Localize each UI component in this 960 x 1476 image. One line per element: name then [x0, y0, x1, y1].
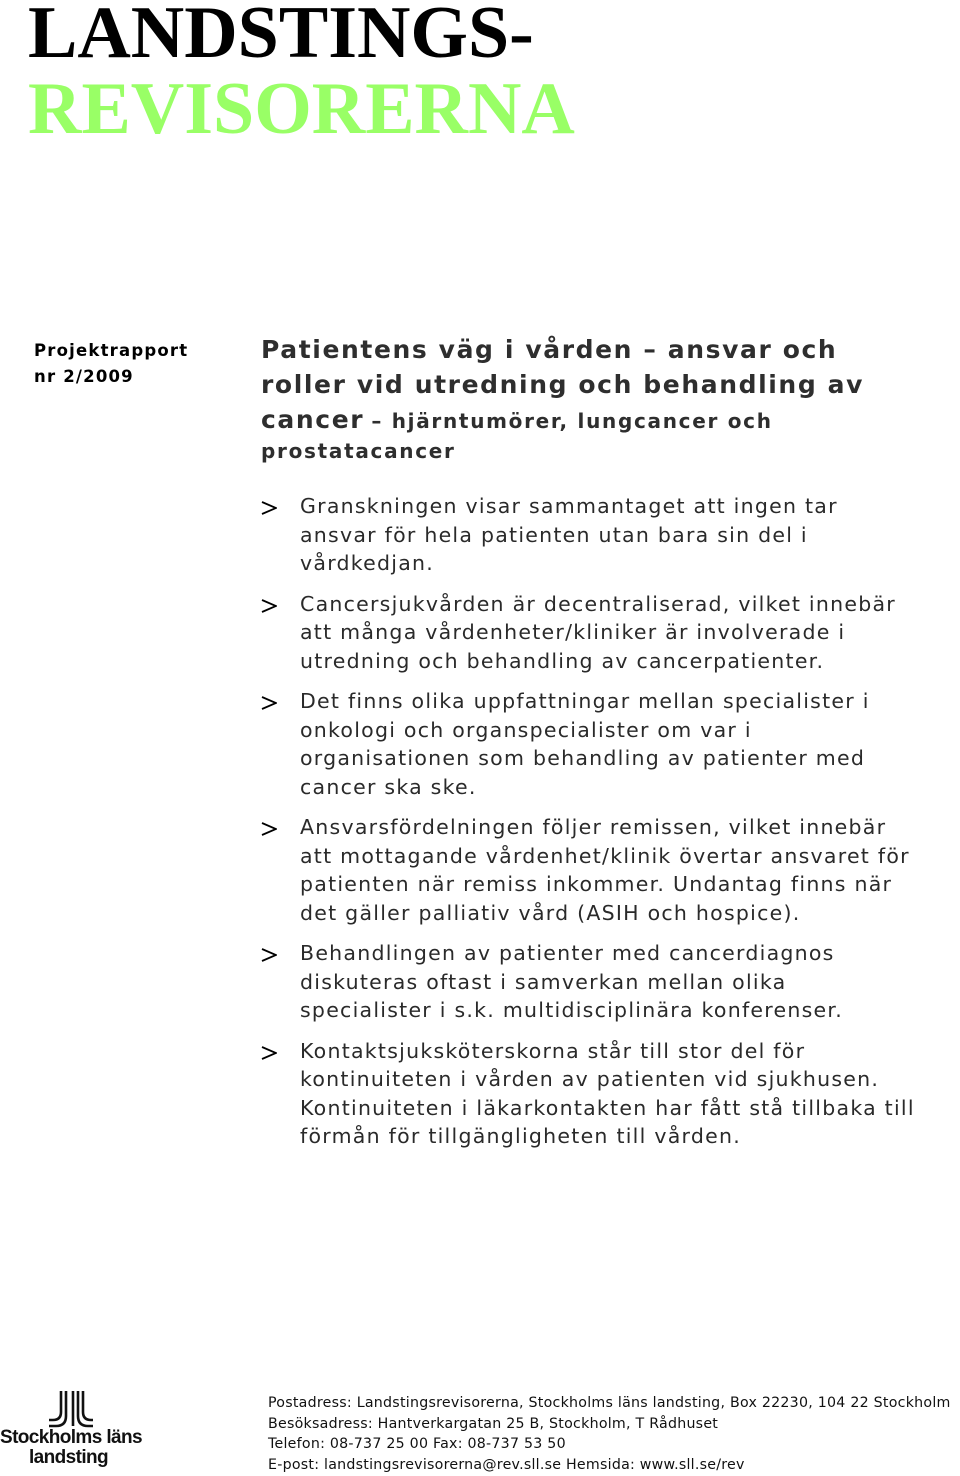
- report-title: [261, 332, 921, 466]
- arrowhead-bullet-icon: [261, 599, 277, 613]
- arrowhead-bullet-icon: [261, 948, 277, 962]
- finding-item: [261, 687, 921, 801]
- finding-item: [261, 492, 921, 578]
- finding-item: [261, 1037, 921, 1151]
- report-title-main: Patientens väg i vården – ansvar och roller vid utredning och behandling av cancer: [261, 335, 864, 434]
- arrowhead-bullet-icon: [261, 696, 277, 710]
- arrowhead-bullet-icon: [261, 822, 277, 836]
- finding-text: Kontaktsjuksköterskorna står till stor del för kontinuiteten i vården av patienten vid sjukhusen. Kontinuiteten i läkarkontakten har fått stå tillbaka till förmån för tillgängligheten till vården.: [300, 1038, 915, 1148]
- phone-fax: Telefon: 08-737 25 00 Fax: 08-737 53 50: [268, 1436, 566, 1453]
- findings-list: [261, 492, 921, 1163]
- logo-text-line1: Stockholms läns: [0, 1427, 142, 1448]
- finding-item: [261, 590, 921, 676]
- report-title-sub: – hjärntumörer, lungcancer och prostatacancer: [261, 409, 773, 463]
- finding-text: Granskningen visar sammantaget att ingen tar ansvar för hela patienten utan bara sin del i vårdkedjan.: [300, 494, 838, 575]
- visiting-address: Besöksadress: Hantverkargatan 25 B, Stockholm, T Rådhuset: [268, 1415, 719, 1432]
- report-number: nr 2/2009: [34, 367, 134, 386]
- sll-emblem-icon: [48, 1390, 94, 1428]
- finding-text: Det finns olika uppfattningar mellan specialister i onkologi och organspecialister om var i organisationen som behandling av patienter med cancer ska ske.: [300, 689, 870, 799]
- finding-item: [261, 813, 921, 927]
- arrowhead-bullet-icon: [261, 501, 277, 515]
- report-type: Projektrapport: [34, 341, 189, 360]
- postal-address: Postadress: Landstingsrevisorerna, Stockholms läns landsting, Box 22230, 104 22 Stockholm: [268, 1395, 951, 1411]
- arrowhead-bullet-icon: [261, 1046, 277, 1060]
- email-website: E-post: landstingsrevisorerna@rev.sll.se Hemsida: www.sll.se/rev: [268, 1457, 745, 1474]
- sll-logo-text: [0, 1428, 142, 1468]
- report-label: [34, 338, 188, 390]
- finding-text: Ansvarsfördelningen följer remissen, vilket innebär att mottagande vårdenhet/klinik övertar ansvaret för patienten när remiss inkommer. Undantag finns när det gäller palliativ vård (ASIH och hospice).: [300, 815, 910, 925]
- sll-logo: [0, 1390, 150, 1470]
- logo-text-line2: landsting: [29, 1447, 109, 1468]
- finding-text: Behandlingen av patienter med cancerdiagnos diskuteras oftast i samverkan mellan olika specialister i s.k. multidisciplinära konferenser.: [300, 941, 843, 1022]
- finding-text: Cancersjukvården är decentraliserad, vilket innebär att många vårdenheter/kliniker är involverade i utredning och behandling av cancerpatienter.: [300, 591, 896, 673]
- footer-contact: [268, 1393, 951, 1476]
- masthead-line1: LANDSTINGS-: [28, 0, 534, 74]
- finding-item: [261, 939, 921, 1025]
- masthead-line2: REVISORERNA: [28, 68, 575, 150]
